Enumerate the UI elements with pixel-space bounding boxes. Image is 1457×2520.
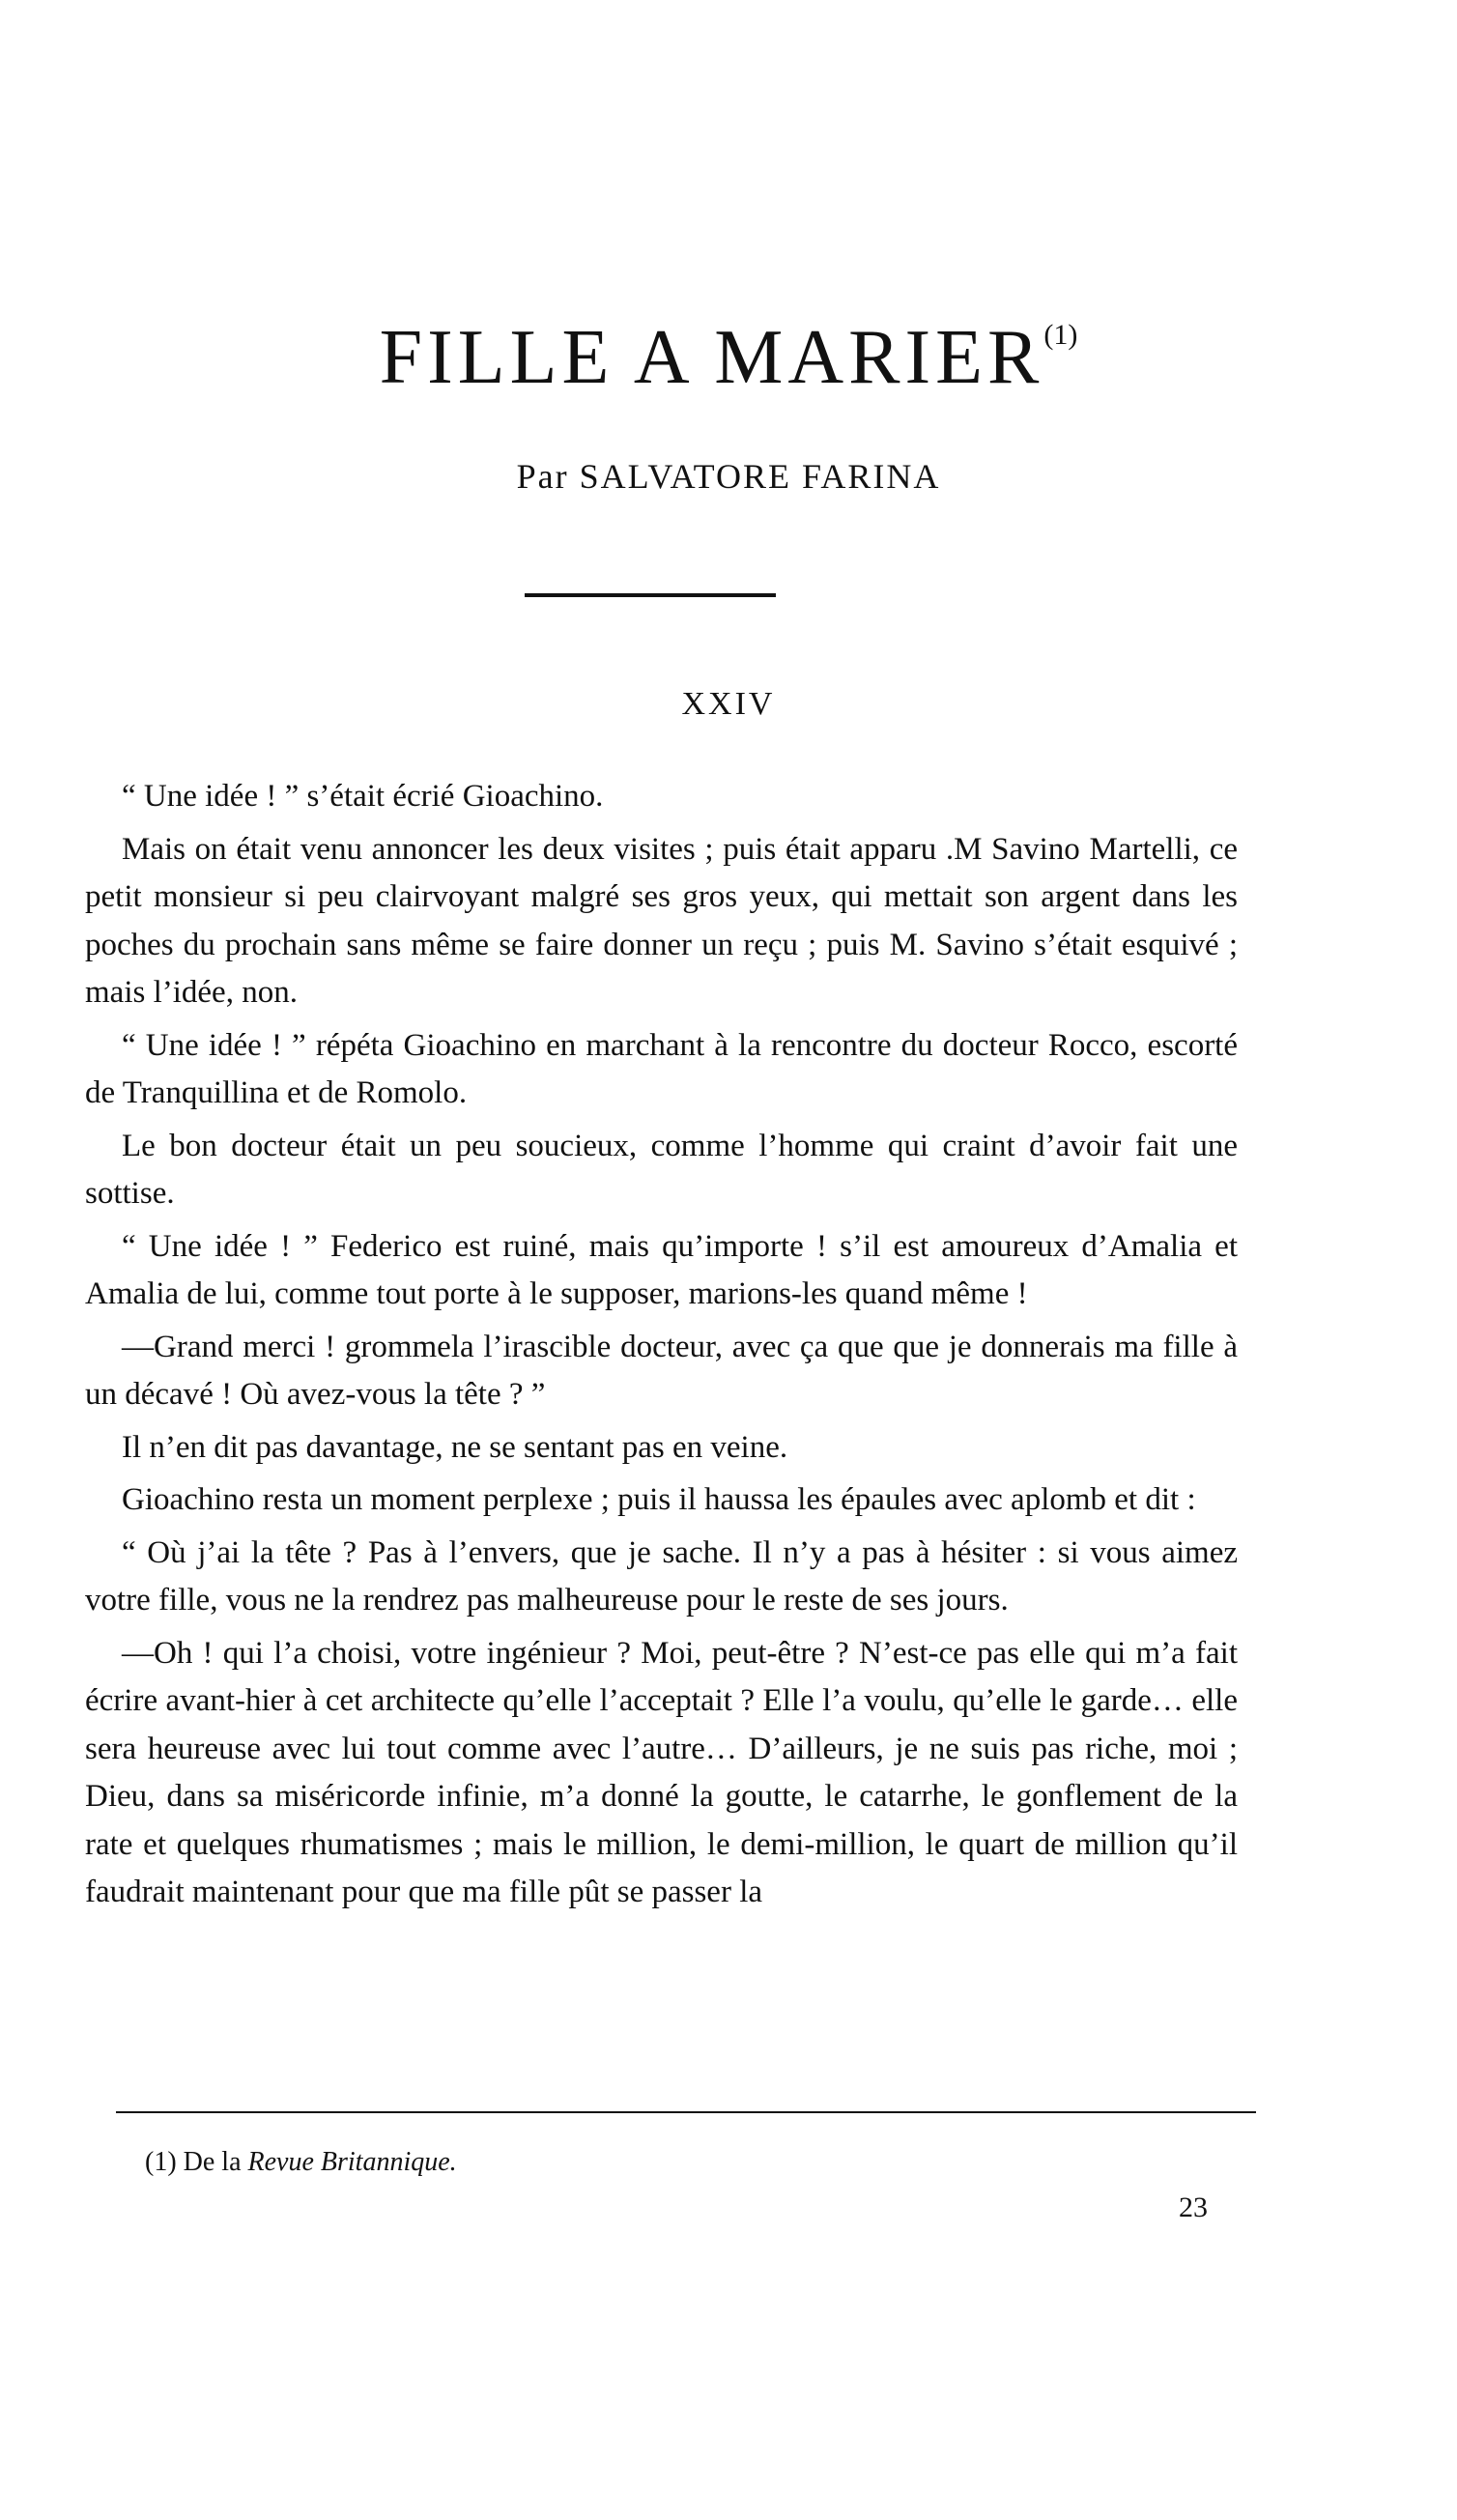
- paragraph: Le bon docteur était un peu soucieux, comme l’homme qui craint d’avoir fait une sottise.: [85, 1128, 1238, 1211]
- paragraph: “ Une idée ! ” s’était écrié Gioachino.: [122, 779, 604, 814]
- footnote-divider: [116, 2111, 1256, 2113]
- paragraph: Mais on était venu annoncer les deux visites ; puis était apparu .M Savino Martelli, ce petit monsieur si peu clairvoyant malgré ses gros yeux, qui mettait son argent dans les poches du prochain sans même se faire donner un reçu ; puis M. Savino s’était esquivé ; mais l’idée, non.: [85, 831, 1238, 1010]
- page-title: [0, 314, 1457, 402]
- author-byline: Par SALVATORE FARINA: [516, 457, 941, 496]
- paragraph: Gioachino resta un moment perplexe ; puis il haussa les épaules avec aplomb et dit :: [122, 1482, 1196, 1517]
- title-divider: [525, 593, 776, 597]
- paragraph: Il n’en dit pas davantage, ne se sentant pas en veine.: [122, 1429, 788, 1465]
- chapter-number: XXIV: [681, 686, 776, 722]
- footnote-marker: (1): [1043, 319, 1078, 351]
- footnote: [145, 2147, 457, 2178]
- body-text: [85, 773, 1238, 1922]
- footnote-marker: (1): [145, 2147, 177, 2177]
- footnote-source: Revue Britannique.: [247, 2147, 457, 2177]
- title-text: FILLE A MARIER: [379, 315, 1044, 400]
- paragraph: “ Où j’ai la tête ? Pas à l’envers, que je sache. Il n’y a pas à hésiter : si vous aimez votre fille, vous ne la rendrez pas malheureuse pour le reste de ses jours.: [85, 1534, 1238, 1618]
- paragraph: —Grand merci ! grommela l’irascible docteur, avec ça que que je donnerais ma fille à un décavé ! Où avez-vous la tête ? ”: [85, 1329, 1238, 1412]
- paragraph: —Oh ! qui l’a choisi, votre ingénieur ? Moi, peut-être ? N’est-ce pas elle qui m’a fait écrire avant-hier à cet architecte qu’elle l’acceptait ? Elle l’a voulu, qu’elle le garde… elle sera heureuse avec lui tout comme avec l’autre… D’ailleurs, je ne suis pas riche, moi ; Dieu, dans sa miséricorde infinie, m’a donné la goutte, le catarrhe, le gonflement de la rate et quelques rhumatismes ; mais le million, le demi-million, le quart de million qu’il faudrait maintenant pour que ma fille pût se passer la: [85, 1635, 1238, 1909]
- page-number: 23: [1179, 2191, 1208, 2223]
- paragraph: “ Une idée ! ” Federico est ruiné, mais qu’importe ! s’il est amoureux d’Amalia et Amalia de lui, comme tout porte à le supposer, marions-les quand même !: [85, 1228, 1238, 1311]
- paragraph: “ Une idée ! ” répéta Gioachino en marchant à la rencontre du docteur Rocco, escorté de Tranquillina et de Romolo.: [85, 1027, 1238, 1110]
- footnote-prefix: De la: [183, 2147, 242, 2177]
